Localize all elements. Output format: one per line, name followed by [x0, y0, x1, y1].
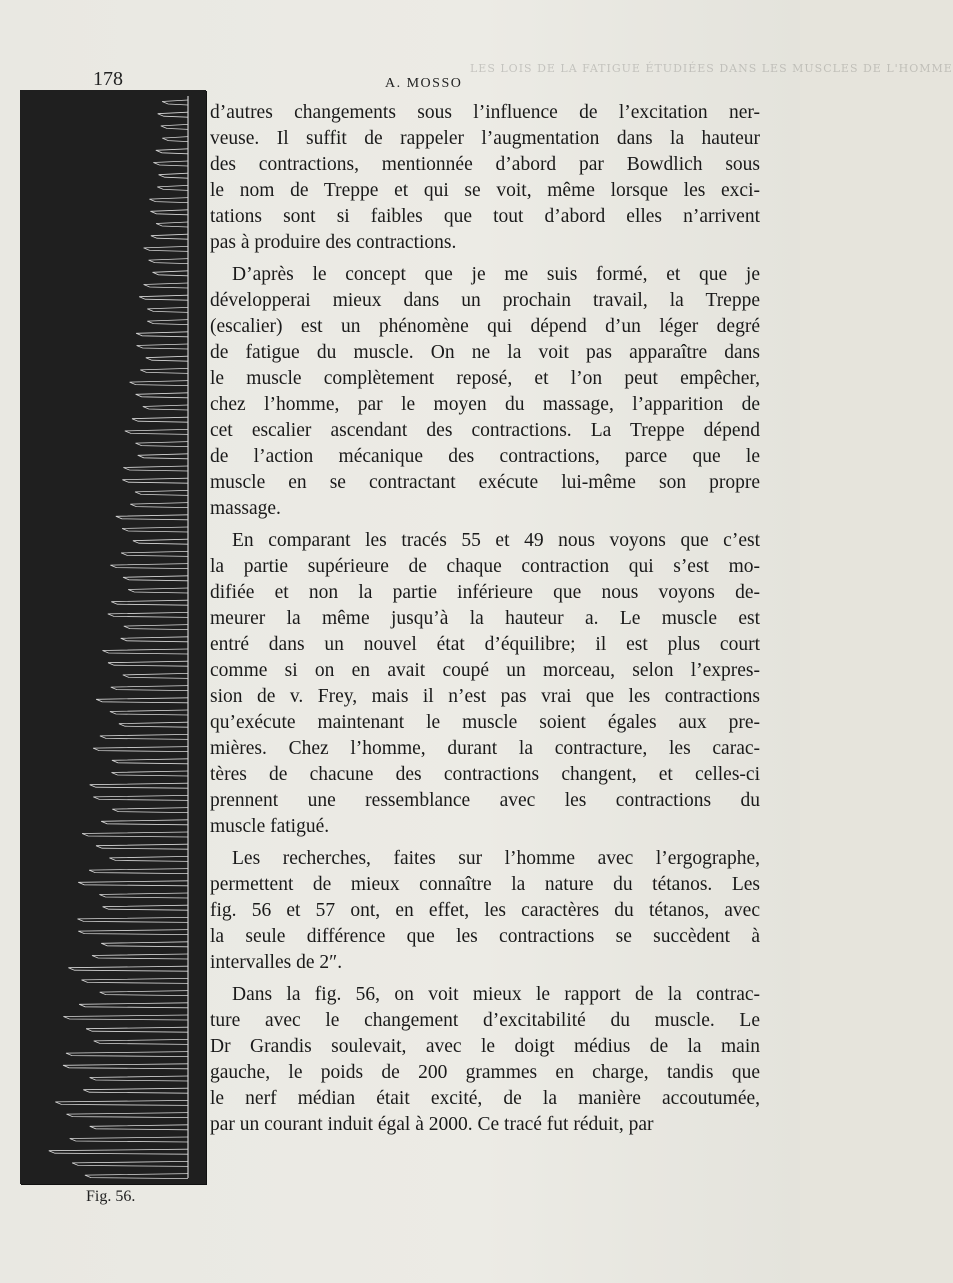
contraction-stroke	[146, 356, 188, 361]
contraction-stroke	[101, 942, 188, 947]
contraction-stroke	[110, 564, 188, 569]
contraction-stroke	[156, 222, 188, 227]
contraction-stroke	[139, 295, 188, 300]
contraction-stroke	[140, 368, 188, 373]
ergograph-trace-svg	[20, 90, 206, 1184]
contraction-stroke	[116, 515, 188, 520]
contraction-stroke	[83, 1088, 188, 1093]
paragraph	[210, 846, 760, 976]
contraction-stroke	[149, 198, 188, 203]
text-line: la partie supérieure de chaque contraction qui s’est mo-	[210, 556, 760, 577]
contraction-stroke	[130, 503, 188, 508]
contraction-stroke	[158, 112, 188, 117]
contraction-stroke	[70, 1137, 188, 1142]
contraction-stroke	[135, 490, 188, 495]
contraction-stroke	[100, 734, 188, 739]
contraction-stroke	[78, 930, 188, 935]
text-line: tations sont si faibles que tout d’abord elles n’arrivent	[210, 206, 760, 227]
contraction-stroke	[153, 271, 189, 276]
text-line: sion de v. Frey, mais il n’est pas vrai que les contractions	[210, 686, 760, 707]
paragraph	[210, 100, 760, 256]
contraction-stroke	[123, 673, 188, 678]
text-line: difiée et non la partie inférieure que nous voyons de-	[210, 582, 760, 603]
contraction-stroke	[132, 417, 188, 422]
contraction-stroke	[108, 661, 188, 666]
contraction-stroke	[147, 320, 188, 325]
contraction-stroke	[149, 259, 188, 264]
contraction-stroke	[96, 844, 188, 849]
contraction-stroke	[121, 637, 188, 642]
text-line: Dans la fig. 56, on voit mieux le rapport de la contrac-	[232, 984, 760, 1005]
contraction-stroke	[66, 1052, 188, 1057]
contraction-stroke	[136, 393, 188, 398]
contraction-stroke	[112, 808, 188, 813]
contraction-stroke	[137, 344, 188, 349]
text-line: d’autres changements sous l’influence de l’excitation ner-	[210, 102, 760, 123]
contraction-stroke	[156, 149, 188, 154]
text-line: meurer la même jusqu’à la hauteur a. Le muscle est	[210, 608, 760, 629]
contraction-stroke	[86, 1027, 188, 1032]
contraction-stroke	[111, 600, 188, 605]
contraction-stroke	[124, 625, 188, 630]
contraction-stroke	[136, 332, 188, 337]
contraction-stroke	[153, 161, 188, 166]
contraction-stroke	[159, 173, 188, 178]
contraction-stroke	[103, 649, 189, 654]
text-line: intervalles de 2″.	[210, 952, 343, 973]
contraction-stroke	[161, 124, 188, 129]
contraction-stroke	[89, 869, 188, 874]
text-line: En comparant les tracés 55 et 49 nous voyons que c’est	[232, 530, 760, 551]
contraction-stroke	[100, 991, 188, 996]
contraction-stroke	[144, 283, 188, 288]
text-line: des contractions, mentionnée d’abord par Bowdlich sous	[210, 154, 760, 175]
contraction-stroke	[150, 210, 188, 215]
contraction-stroke	[162, 100, 188, 105]
contraction-stroke	[157, 185, 188, 190]
text-line: de l’action mécanique des contractions, parce que le	[210, 446, 760, 467]
contraction-stroke	[121, 551, 188, 556]
contraction-stroke	[85, 1174, 188, 1179]
text-line: la seule différence que les contractions se succèdent à	[210, 926, 760, 947]
contraction-stroke	[110, 710, 188, 715]
text-line: (escalier) est un phénomène qui dépend d’un léger degré	[210, 316, 760, 337]
contraction-stroke	[162, 137, 188, 142]
contraction-stroke	[133, 539, 188, 544]
contraction-stroke	[136, 442, 189, 447]
text-line: comme si on en avait coupé un morceau, selon l’expres-	[210, 660, 760, 681]
text-line: le muscle complètement reposé, et l’on peut empêcher,	[210, 368, 760, 389]
contraction-stroke	[122, 478, 188, 483]
contraction-stroke	[123, 576, 188, 581]
paragraph	[210, 262, 760, 522]
text-line: muscle en se contractant exécute lui-même son propre	[210, 472, 760, 493]
contraction-stroke	[63, 1015, 188, 1020]
contraction-stroke	[108, 612, 188, 617]
text-line: prennent une ressemblance avec les contractions du	[210, 790, 760, 811]
running-head: A. MOSSO	[385, 76, 463, 91]
text-line: le nerf médian était excité, de la manière accoutumée,	[210, 1088, 760, 1109]
contraction-stroke	[93, 747, 188, 752]
contraction-stroke	[103, 905, 188, 910]
contraction-stroke	[147, 307, 188, 312]
contraction-stroke	[63, 1064, 188, 1069]
text-line: ture avec le changement d’excitabilité du muscle. Le	[210, 1010, 760, 1031]
contraction-stroke	[92, 954, 188, 959]
contraction-stroke	[109, 856, 188, 861]
contraction-stroke	[111, 686, 188, 691]
contraction-stroke	[144, 246, 188, 251]
figure-56-ergograph-trace	[20, 90, 206, 1184]
text-line: D’après le concept que je me suis formé, et que je	[232, 264, 760, 285]
bleed-through-text: LES LOIS DE LA FATIGUE ÉTUDIÉES DANS LES MUSCLES DE L'HOMME	[470, 62, 953, 75]
text-line: cet escalier ascendant des contractions. La Treppe dépend	[210, 420, 760, 441]
contraction-stroke	[123, 466, 188, 471]
figure-caption: Fig. 56.	[86, 1188, 136, 1205]
contraction-stroke	[138, 454, 188, 459]
contraction-stroke	[119, 722, 188, 727]
contraction-stroke	[67, 1113, 189, 1118]
contraction-stroke	[79, 1003, 188, 1008]
contraction-stroke	[49, 1149, 188, 1154]
contraction-stroke	[122, 527, 188, 532]
contraction-stroke	[90, 1076, 188, 1081]
contraction-stroke	[94, 1039, 188, 1044]
contraction-stroke	[143, 405, 188, 410]
text-line: le nom de Treppe et qui se voit, même lorsque les exci-	[210, 180, 760, 201]
contraction-stroke	[99, 893, 188, 898]
text-line: fig. 56 et 57 ont, en effet, les caractères du tétanos, avec	[210, 900, 760, 921]
paragraph	[210, 528, 760, 840]
contraction-stroke	[55, 1100, 188, 1105]
contraction-stroke	[130, 381, 188, 386]
text-line: muscle fatigué.	[210, 816, 330, 837]
contraction-stroke	[101, 820, 188, 825]
text-line: développerai mieux dans un prochain travail, la Treppe	[210, 290, 760, 311]
contraction-stroke	[78, 881, 188, 886]
text-line: de fatigue du muscle. On ne la voit pas apparaître dans	[210, 342, 760, 363]
contraction-stroke	[125, 429, 188, 434]
contraction-stroke	[82, 978, 189, 983]
contraction-stroke	[68, 966, 188, 971]
contraction-stroke	[72, 1161, 188, 1166]
contraction-stroke	[90, 783, 188, 788]
contraction-stroke	[82, 832, 188, 837]
text-line: entré dans un nouvel état d’équilibre; il est plus court	[210, 634, 760, 655]
text-line: gauche, le poids de 200 grammes en charge, tandis que	[210, 1062, 760, 1083]
page-number: 178	[93, 68, 123, 90]
paragraph	[210, 982, 760, 1138]
text-line: permettent de mieux connaître la nature du tétanos. Les	[210, 874, 760, 895]
text-line: Dr Grandis soulevait, avec le doigt médius de la main	[210, 1036, 760, 1057]
contraction-stroke	[112, 771, 189, 776]
contraction-stroke	[96, 698, 188, 703]
text-line: qu’exécute maintenant le muscle soient égales aux pre-	[210, 712, 760, 733]
contraction-stroke	[151, 234, 188, 239]
text-line: tères de chacune des contractions changent, et celles-ci	[210, 764, 760, 785]
text-line: chez l’homme, par le moyen du massage, l’apparition de	[210, 394, 760, 415]
contraction-stroke	[128, 588, 188, 593]
body-text	[210, 100, 760, 1144]
text-line: massage.	[210, 498, 281, 519]
text-line: veuse. Il suffit de rappeler l’augmentation dans la hauteur	[210, 128, 760, 149]
text-line: par un courant induit égal à 2000. Ce tracé fut réduit, par	[210, 1114, 654, 1135]
text-line: Les recherches, faites sur l’homme avec l’ergographe,	[232, 848, 760, 869]
text-line: pas à produire des contractions.	[210, 232, 457, 253]
text-line: mières. Chez l’homme, durant la contracture, les carac-	[210, 738, 760, 759]
contraction-stroke	[90, 1125, 188, 1130]
contraction-stroke	[112, 759, 188, 764]
contraction-stroke	[93, 795, 188, 800]
contraction-stroke	[78, 917, 189, 922]
